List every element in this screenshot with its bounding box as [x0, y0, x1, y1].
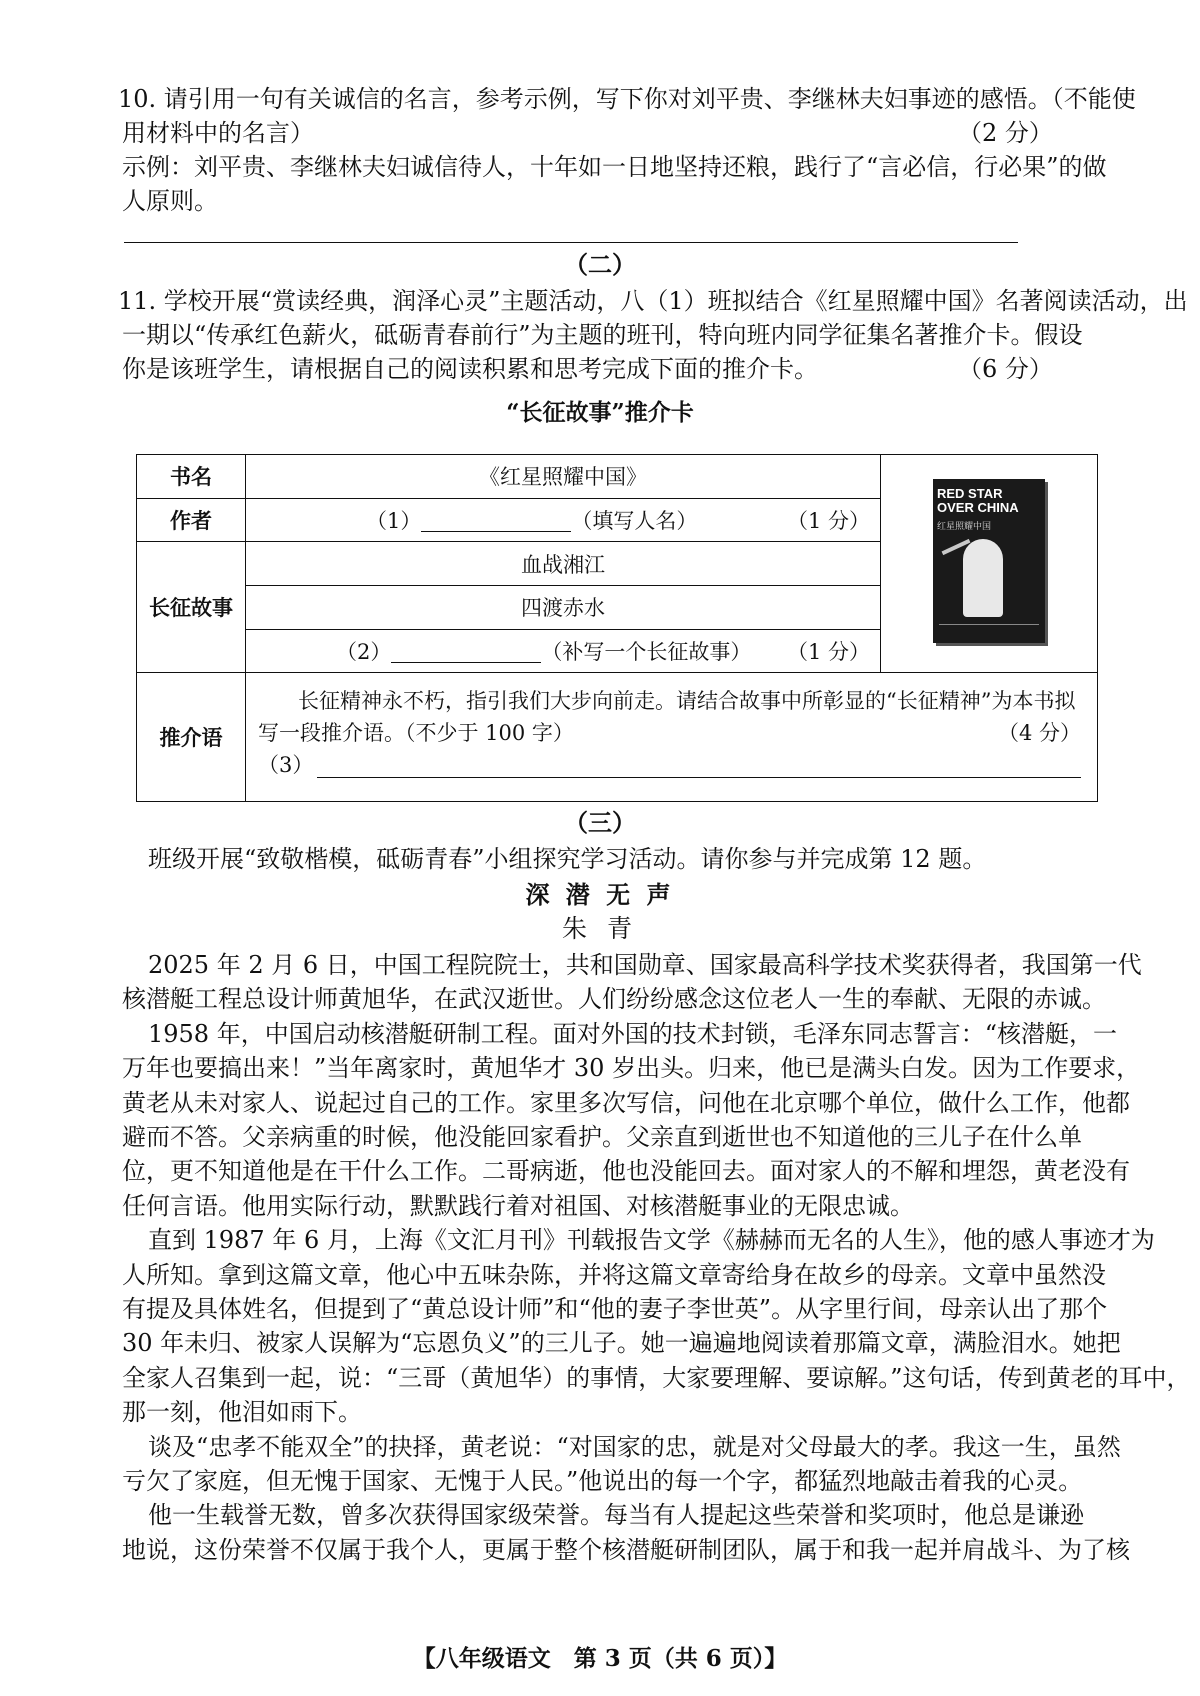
cover-subtitle: 红星照耀中国: [937, 522, 992, 533]
author-prefix: （1）: [366, 508, 422, 533]
article-line: 万年也要搞出来！”当年离家时，黄旭华才 30 岁出头。归来，他已是满头白发。因为工作要求，: [122, 1054, 1141, 1082]
article-line: 2025 年 2 月 6 日，中国工程院院士，共和国勋章、国家最高科学技术奖获得者，我国第一代: [148, 951, 1142, 979]
rec-blank[interactable]: [317, 753, 1081, 778]
article-line: 任何言语。他用实际行动，默默践行着对祖国、对核潜艇事业的无限忠诚。: [122, 1192, 914, 1220]
article-line: 位，更不知道他是在干什么工作。二哥病逝，他也没能回去。面对家人的不解和埋怨，黄老没有: [122, 1157, 1130, 1185]
article-line: 人所知。拿到这篇文章，他心中五味杂陈，并将这篇文章寄给身在故乡的母亲。文章中虽然没: [122, 1261, 1106, 1289]
story-1: 血战湘江: [246, 542, 881, 586]
page-footer: 【八年级语文 第 3 页（共 6 页）】: [412, 1645, 788, 1672]
cover-footer: [939, 624, 1039, 635]
author-blank[interactable]: [421, 507, 571, 532]
q11-line3: 你是该班学生，请根据自己的阅读积累和思考完成下面的推介卡。: [122, 355, 818, 383]
story-2: 四渡赤水: [246, 585, 881, 629]
author-cell: [246, 498, 881, 542]
section-3-heading: （三）: [564, 808, 636, 837]
author-hint: （填写人名）: [571, 508, 698, 533]
recommendation-cell: [246, 673, 1098, 802]
rec-score: （4 分）: [997, 721, 1081, 746]
recommendation-card: [136, 454, 1098, 802]
label-book-name: 书名: [137, 455, 246, 499]
rec-prefix: （3）: [258, 753, 314, 778]
article-line: 谈及“忠孝不能双全”的抉择，黄老说：“对国家的忠，就是对父母最大的孝。我这一生，虽然: [148, 1433, 1121, 1461]
q10-answer-line[interactable]: [124, 242, 1018, 243]
label-long-march-story: 长征故事: [137, 542, 246, 673]
article-line: 那一刻，他泪如雨下。: [122, 1398, 362, 1426]
q10-score: （2 分）: [958, 119, 1053, 147]
cover-title: RED STAR OVER CHINA: [937, 486, 1019, 516]
q11-line1: 11. 学校开展“赏读经典，润泽心灵”主题活动，八（1）班拟结合《红星照耀中国》名著阅读活动，出: [118, 287, 1188, 315]
label-recommendation: 推介语: [137, 673, 246, 802]
section-2-heading: （二）: [564, 250, 636, 279]
label-author: 作者: [137, 498, 246, 542]
article-line: 亏欠了家庭，但无愧于国家、无愧于人民。”他说出的每一个字，都猛烈地敲击着我的心灵。: [122, 1467, 1083, 1495]
article-line: 黄老从未对家人、说起过自己的工作。家里多次写信，问他在北京哪个单位，做什么工作，他都: [122, 1089, 1130, 1117]
story-3-prefix: （2）: [336, 639, 392, 664]
article-line: 地说，这份荣誉不仅属于我个人，更属于整个核潜艇研制团队，属于和我一起并肩战斗、为了核: [122, 1536, 1130, 1564]
article-line: 1958 年，中国启动核潜艇研制工程。面对外国的技术封锁，毛泽东同志誓言：“核潜艇，一: [148, 1020, 1117, 1048]
article-line: 直到 1987 年 6 月，上海《文汇月刊》刊载报告文学《赫赫而无名的人生》，他的感人事迹才为: [148, 1226, 1155, 1254]
q10-line1: 10. 请引用一句有关诚信的名言，参考示例，写下你对刘平贵、李继林夫妇事迹的感悟。（不能使: [118, 85, 1136, 113]
cover-figure: [963, 539, 1003, 617]
q10-example-line2: 人原则。: [122, 187, 218, 215]
article-line: 避而不答。父亲病重的时候，他没能回家看护。父亲直到逝世也不知道他的三儿子在什么单: [122, 1123, 1082, 1151]
q11-score: （6 分）: [958, 355, 1053, 383]
book-cover-image: [933, 479, 1045, 643]
article-title: 深 潜 无 声: [525, 880, 675, 909]
article-line: 他一生载誉无数，曾多次获得国家级荣誉。每当有人提起这些荣誉和奖项时，他总是谦逊: [148, 1501, 1084, 1529]
article-author: 朱 青: [562, 914, 638, 943]
article-line: 核潜艇工程总设计师黄旭华，在武汉逝世。人们纷纷感念这位老人一生的奉献、无限的赤诚。: [122, 985, 1106, 1013]
rec-instruction-2: 写一段推介语。（不少于 100 字）: [258, 721, 574, 746]
story-3-hint: （补写一个长征故事）: [541, 639, 752, 664]
story-3-blank[interactable]: [391, 638, 541, 663]
book-name-value: 《红星照耀中国》: [246, 455, 881, 499]
q11-line2: 一期以“传承红色薪火，砥砺青春前行”为主题的班刊，特向班内同学征集名著推介卡。假设: [122, 321, 1083, 349]
story-3-cell: [246, 629, 881, 673]
article-line: 有提及具体姓名，但提到了“黄总设计师”和“他的妻子李世英”。从字里行间，母亲认出了那个: [122, 1295, 1108, 1323]
q10-example-line1: 示例：刘平贵、李继林夫妇诚信待人，十年如一日地坚持还粮，践行了“言必信，行必果”的做: [122, 153, 1107, 181]
rec-instruction-1: 长征精神永不朽，指引我们大步向前走。请结合故事中所彰显的“长征精神”为本书拟: [298, 689, 1076, 714]
author-score: （1 分）: [786, 508, 870, 533]
article-line: 30 年未归、被家人误解为“忘恩负义”的三儿子。她一遍遍地阅读着那篇文章，满脸泪水。她把: [122, 1329, 1121, 1357]
card-title: “长征故事”推介卡: [506, 399, 694, 426]
article-line: 全家人召集到一起，说：“三哥（黄旭华）的事情，大家要理解、要谅解。”这句话，传到黄老的耳中，: [122, 1364, 1191, 1392]
book-cover-cell: [881, 455, 1098, 673]
q10-line2: 用材料中的名言）: [122, 119, 314, 147]
story-3-score: （1 分）: [786, 639, 870, 664]
section-3-intro: 班级开展“致敬楷模，砥砺青春”小组探究学习活动。请你参与并完成第 12 题。: [148, 845, 987, 873]
